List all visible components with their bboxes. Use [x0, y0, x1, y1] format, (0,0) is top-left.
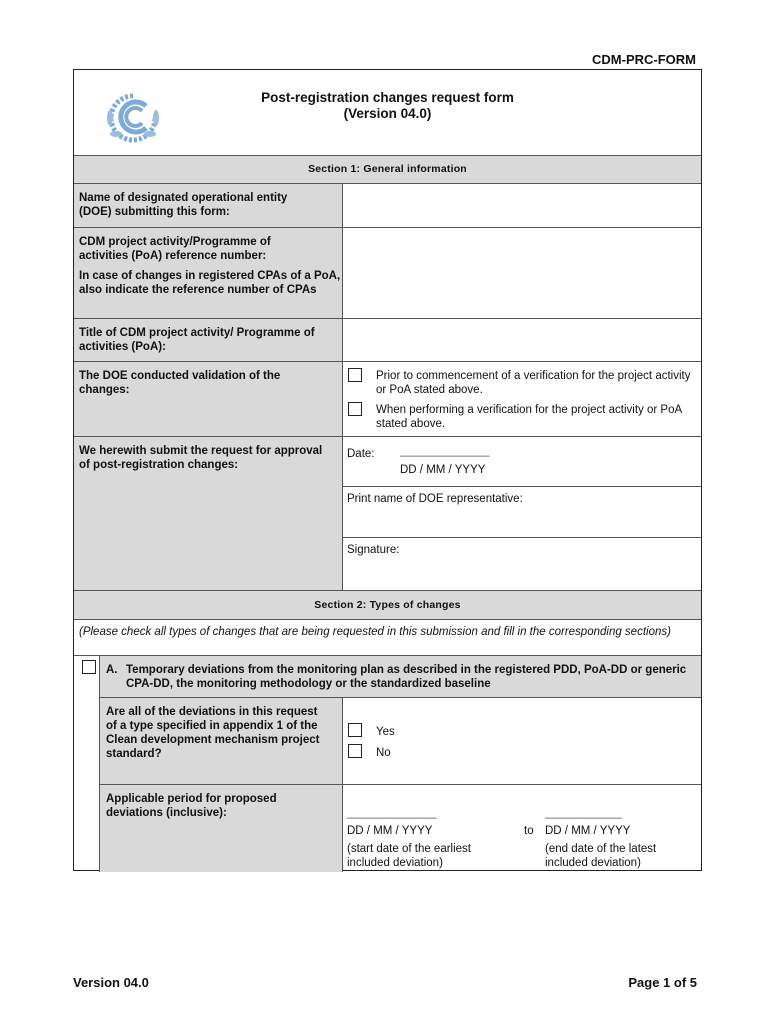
- period-label: Applicable period for proposed deviations (inclusive):: [106, 793, 277, 819]
- submit-request-label: We herewith submit the request for approval of post-registration changes:: [79, 445, 323, 471]
- appendix-question: Are all of the deviations in this request of a type specified in appendix 1 of the Clean development mechanism project standard?: [106, 706, 320, 760]
- cpa-reference-note: In case of changes in registered CPAs of a PoA, also indicate the reference number of CPAs: [79, 270, 341, 296]
- prior-verification-option: Prior to commencement of a verification for the project activity or PoA stated above.: [376, 370, 691, 396]
- during-verification-checkbox[interactable]: [348, 402, 362, 416]
- form-title-line1: Post-registration changes request form: [261, 90, 514, 105]
- signature-label: Signature:: [347, 544, 400, 556]
- form-code: CDM-PRC-FORM: [592, 52, 696, 67]
- form-title: [74, 90, 701, 122]
- print-name-label: Print name of DOE representative:: [347, 493, 523, 505]
- to-label: to: [524, 825, 534, 837]
- date-format-hint: DD / MM / YYYY: [400, 464, 486, 476]
- during-verification-option: When performing a verification for the project activity or PoA stated above.: [376, 404, 682, 430]
- end-date-input[interactable]: ____________: [545, 807, 622, 819]
- end-date-note: (end date of the latest included deviation): [545, 843, 657, 869]
- section2-heading: Section 2: Types of changes: [314, 599, 461, 611]
- footer-version: Version 04.0: [73, 975, 149, 990]
- project-title-label: Title of CDM project activity/ Programme of activities (PoA):: [79, 327, 315, 353]
- validation-label: The DOE conducted validation of the changes:: [79, 370, 281, 396]
- section1-heading: Section 1: General information: [308, 163, 467, 175]
- yes-checkbox[interactable]: [348, 723, 362, 737]
- footer-page-number: Page 1 of 5: [628, 975, 697, 990]
- item-a-letter: A.: [106, 664, 118, 676]
- yes-label: Yes: [376, 726, 395, 738]
- start-date-input[interactable]: ______________: [347, 807, 437, 819]
- form-title-version: (Version 04.0): [343, 106, 432, 121]
- doe-name-label: Name of designated operational entity (DOE) submitting this form:: [79, 192, 288, 218]
- item-a-checkbox[interactable]: [82, 660, 96, 674]
- start-date-note: (start date of the earliest included deviation): [347, 843, 472, 869]
- end-date-format: DD / MM / YYYY: [545, 825, 631, 837]
- no-label: No: [376, 747, 391, 759]
- no-checkbox[interactable]: [348, 744, 362, 758]
- reference-number-label: CDM project activity/Programme of activities (PoA) reference number:: [79, 236, 271, 262]
- item-a-description: Temporary deviations from the monitoring plan as described in the registered PDD, PoA-DD or generic CPA-DD, the monitoring methodology or the standardized baseline: [126, 664, 687, 690]
- prior-verification-checkbox[interactable]: [348, 368, 362, 382]
- date-input[interactable]: ______________: [400, 445, 490, 457]
- form-sheet: [73, 69, 702, 871]
- section2-instruction: (Please check all types of changes that are being requested in this submission and fill in the corresponding sections): [79, 626, 671, 638]
- start-date-format: DD / MM / YYYY: [347, 825, 433, 837]
- date-label: Date:: [347, 448, 375, 460]
